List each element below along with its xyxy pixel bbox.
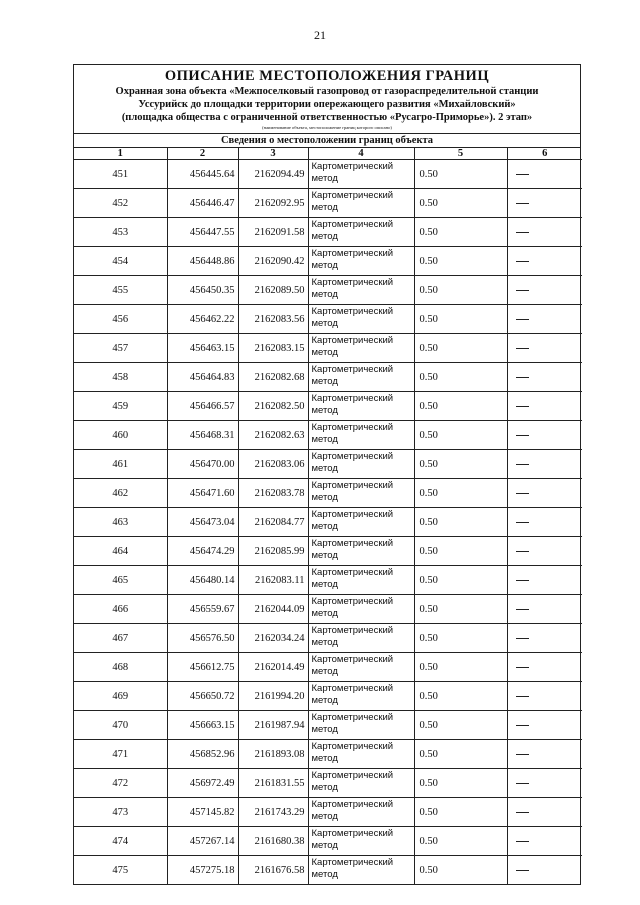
coordinate-x-cell: 456972.49 <box>167 769 238 798</box>
description-cell <box>507 624 582 653</box>
method-cell: Картометрический метод <box>308 247 414 276</box>
table-row <box>74 363 582 392</box>
method-cell: Картометрический метод <box>308 392 414 421</box>
coordinates-table-body <box>74 160 582 885</box>
table-row <box>74 450 582 479</box>
coordinate-y-cell: 2162083.78 <box>238 479 308 508</box>
coordinate-y-cell: 2162082.63 <box>238 421 308 450</box>
coordinate-y-cell: 2162094.49 <box>238 160 308 189</box>
method-cell: Картометрический метод <box>308 653 414 682</box>
dash-mark <box>516 522 529 523</box>
coordinate-y-cell: 2162082.68 <box>238 363 308 392</box>
coordinate-x-cell: 456445.64 <box>167 160 238 189</box>
point-number-cell: 465 <box>74 566 167 595</box>
dash-mark <box>516 551 529 552</box>
accuracy-cell: 0.50 <box>414 392 507 421</box>
dash-mark <box>516 203 529 204</box>
coordinate-x-cell: 456446.47 <box>167 189 238 218</box>
description-cell <box>507 189 582 218</box>
column-header-5: 5 <box>414 148 507 160</box>
accuracy-cell: 0.50 <box>414 537 507 566</box>
accuracy-cell: 0.50 <box>414 624 507 653</box>
coordinate-x-cell: 456612.75 <box>167 653 238 682</box>
point-number-cell: 457 <box>74 334 167 363</box>
table-row <box>74 682 582 711</box>
dash-mark <box>516 261 529 262</box>
table-row <box>74 276 582 305</box>
dash-mark <box>516 464 529 465</box>
point-number-cell: 464 <box>74 537 167 566</box>
coordinate-x-cell: 457275.18 <box>167 856 238 885</box>
coordinate-y-cell: 2161680.38 <box>238 827 308 856</box>
description-cell <box>507 334 582 363</box>
document-title: ОПИСАНИЕ МЕСТОПОЛОЖЕНИЯ ГРАНИЦ <box>164 68 490 84</box>
description-cell <box>507 450 582 479</box>
table-row <box>74 711 582 740</box>
point-number-cell: 472 <box>74 769 167 798</box>
method-cell: Картометрический метод <box>308 276 414 305</box>
coordinate-y-cell: 2161987.94 <box>238 711 308 740</box>
document-caption: (наименование объекта, местоположение границ которого описано) <box>262 125 392 130</box>
coordinate-x-cell: 456463.15 <box>167 334 238 363</box>
description-cell <box>507 711 582 740</box>
section-title: Сведения о местоположении границ объекта <box>74 134 580 148</box>
coordinate-y-cell: 2161893.08 <box>238 740 308 769</box>
method-cell: Картометрический метод <box>308 740 414 769</box>
column-header-6: 6 <box>507 148 582 160</box>
accuracy-cell: 0.50 <box>414 740 507 769</box>
table-row <box>74 595 582 624</box>
coordinate-x-cell: 457267.14 <box>167 827 238 856</box>
method-cell: Картометрический метод <box>308 189 414 218</box>
table-row <box>74 856 582 885</box>
description-cell <box>507 421 582 450</box>
accuracy-cell: 0.50 <box>414 682 507 711</box>
page-number: 21 <box>314 28 326 42</box>
description-cell <box>507 653 582 682</box>
accuracy-cell: 0.50 <box>414 160 507 189</box>
coordinate-x-cell: 456473.04 <box>167 508 238 537</box>
point-number-cell: 456 <box>74 305 167 334</box>
accuracy-cell: 0.50 <box>414 218 507 247</box>
table-row <box>74 392 582 421</box>
dash-mark <box>516 609 529 610</box>
description-cell <box>507 798 582 827</box>
table-row <box>74 508 582 537</box>
table-row <box>74 160 582 189</box>
dash-mark <box>516 435 529 436</box>
coordinate-x-cell: 456464.83 <box>167 363 238 392</box>
dash-mark <box>516 638 529 639</box>
point-number-cell: 453 <box>74 218 167 247</box>
coordinate-y-cell: 2161994.20 <box>238 682 308 711</box>
accuracy-cell: 0.50 <box>414 421 507 450</box>
point-number-cell: 471 <box>74 740 167 769</box>
coordinate-x-cell: 456576.50 <box>167 624 238 653</box>
method-cell: Картометрический метод <box>308 305 414 334</box>
method-cell: Картометрический метод <box>308 363 414 392</box>
accuracy-cell: 0.50 <box>414 508 507 537</box>
coordinate-x-cell: 456450.35 <box>167 276 238 305</box>
description-cell <box>507 247 582 276</box>
accuracy-cell: 0.50 <box>414 334 507 363</box>
description-cell <box>507 595 582 624</box>
table-row <box>74 247 582 276</box>
dash-mark <box>516 812 529 813</box>
accuracy-cell: 0.50 <box>414 711 507 740</box>
coordinate-y-cell: 2162014.49 <box>238 653 308 682</box>
coordinate-x-cell: 457145.82 <box>167 798 238 827</box>
accuracy-cell: 0.50 <box>414 189 507 218</box>
method-cell: Картометрический метод <box>308 624 414 653</box>
table-row <box>74 334 582 363</box>
table-row <box>74 479 582 508</box>
dash-mark <box>516 580 529 581</box>
accuracy-cell: 0.50 <box>414 856 507 885</box>
table-row <box>74 537 582 566</box>
accuracy-cell: 0.50 <box>414 566 507 595</box>
coordinate-x-cell: 456663.15 <box>167 711 238 740</box>
point-number-cell: 466 <box>74 595 167 624</box>
coordinate-y-cell: 2162044.09 <box>238 595 308 624</box>
coordinate-y-cell: 2161743.29 <box>238 798 308 827</box>
dash-mark <box>516 754 529 755</box>
coordinate-y-cell: 2162089.50 <box>238 276 308 305</box>
dash-mark <box>516 377 529 378</box>
coordinate-y-cell: 2162034.24 <box>238 624 308 653</box>
description-cell <box>507 363 582 392</box>
coordinate-x-cell: 456650.72 <box>167 682 238 711</box>
coordinate-y-cell: 2162092.95 <box>238 189 308 218</box>
dash-mark <box>516 493 529 494</box>
coordinate-y-cell: 2162085.99 <box>238 537 308 566</box>
table-row <box>74 624 582 653</box>
method-cell: Картометрический метод <box>308 218 414 247</box>
coordinate-x-cell: 456466.57 <box>167 392 238 421</box>
dash-mark <box>516 870 529 871</box>
accuracy-cell: 0.50 <box>414 827 507 856</box>
table-row <box>74 798 582 827</box>
point-number-cell: 451 <box>74 160 167 189</box>
coordinate-y-cell: 2161676.58 <box>238 856 308 885</box>
coordinate-y-cell: 2162083.15 <box>238 334 308 363</box>
description-cell <box>507 392 582 421</box>
dash-mark <box>516 174 529 175</box>
method-cell: Картометрический метод <box>308 827 414 856</box>
description-cell <box>507 508 582 537</box>
method-cell: Картометрический метод <box>308 479 414 508</box>
point-number-cell: 474 <box>74 827 167 856</box>
column-header-4: 4 <box>308 148 414 160</box>
accuracy-cell: 0.50 <box>414 595 507 624</box>
dash-mark <box>516 232 529 233</box>
description-cell <box>507 160 582 189</box>
point-number-cell: 468 <box>74 653 167 682</box>
table-row <box>74 740 582 769</box>
point-number-cell: 463 <box>74 508 167 537</box>
coordinate-x-cell: 456559.67 <box>167 595 238 624</box>
table-row <box>74 218 582 247</box>
table-row <box>74 189 582 218</box>
dash-mark <box>516 348 529 349</box>
dash-mark <box>516 406 529 407</box>
dash-mark <box>516 841 529 842</box>
description-cell <box>507 566 582 595</box>
coordinate-y-cell: 2162083.06 <box>238 450 308 479</box>
point-number-cell: 467 <box>74 624 167 653</box>
point-number-cell: 462 <box>74 479 167 508</box>
accuracy-cell: 0.50 <box>414 363 507 392</box>
document-header <box>74 65 580 134</box>
point-number-cell: 475 <box>74 856 167 885</box>
method-cell: Картометрический метод <box>308 334 414 363</box>
column-header-2: 2 <box>167 148 238 160</box>
document-subtitle-line-2: Уссурийск до площадки территории опережающего развития «Михайловский» <box>138 99 516 110</box>
method-cell: Картометрический метод <box>308 566 414 595</box>
accuracy-cell: 0.50 <box>414 798 507 827</box>
column-header-1: 1 <box>74 148 167 160</box>
point-number-cell: 469 <box>74 682 167 711</box>
point-number-cell: 455 <box>74 276 167 305</box>
dash-mark <box>516 696 529 697</box>
dash-mark <box>516 290 529 291</box>
method-cell: Картометрический метод <box>308 595 414 624</box>
point-number-cell: 458 <box>74 363 167 392</box>
accuracy-cell: 0.50 <box>414 479 507 508</box>
description-cell <box>507 305 582 334</box>
method-cell: Картометрический метод <box>308 508 414 537</box>
method-cell: Картометрический метод <box>308 711 414 740</box>
table-row <box>74 421 582 450</box>
description-cell <box>507 740 582 769</box>
document-subtitle-line-3: (площадка общества с ограниченной ответственностью «Русагро-Приморье»). 2 этап» <box>121 112 533 123</box>
coordinate-x-cell: 456447.55 <box>167 218 238 247</box>
coordinate-y-cell: 2162083.56 <box>238 305 308 334</box>
description-cell <box>507 827 582 856</box>
accuracy-cell: 0.50 <box>414 450 507 479</box>
point-number-cell: 473 <box>74 798 167 827</box>
coordinate-x-cell: 456474.29 <box>167 537 238 566</box>
description-cell <box>507 479 582 508</box>
description-cell <box>507 769 582 798</box>
boundary-description-sheet <box>73 64 581 885</box>
method-cell: Картометрический метод <box>308 421 414 450</box>
point-number-cell: 470 <box>74 711 167 740</box>
table-row <box>74 305 582 334</box>
point-number-cell: 461 <box>74 450 167 479</box>
dash-mark <box>516 725 529 726</box>
method-cell: Картометрический метод <box>308 450 414 479</box>
description-cell <box>507 276 582 305</box>
dash-mark <box>516 667 529 668</box>
coordinate-x-cell: 456852.96 <box>167 740 238 769</box>
accuracy-cell: 0.50 <box>414 276 507 305</box>
description-cell <box>507 218 582 247</box>
description-cell <box>507 537 582 566</box>
table-row <box>74 769 582 798</box>
column-number-row <box>74 148 582 160</box>
point-number-cell: 452 <box>74 189 167 218</box>
accuracy-cell: 0.50 <box>414 769 507 798</box>
table-row <box>74 827 582 856</box>
description-cell <box>507 856 582 885</box>
description-cell <box>507 682 582 711</box>
accuracy-cell: 0.50 <box>414 305 507 334</box>
coordinates-table <box>74 148 582 884</box>
coordinate-x-cell: 456480.14 <box>167 566 238 595</box>
method-cell: Картометрический метод <box>308 769 414 798</box>
method-cell: Картометрический метод <box>308 798 414 827</box>
method-cell: Картометрический метод <box>308 537 414 566</box>
coordinate-y-cell: 2162090.42 <box>238 247 308 276</box>
coordinate-y-cell: 2162083.11 <box>238 566 308 595</box>
coordinate-x-cell: 456448.86 <box>167 247 238 276</box>
coordinate-y-cell: 2162091.58 <box>238 218 308 247</box>
dash-mark <box>516 319 529 320</box>
coordinate-x-cell: 456468.31 <box>167 421 238 450</box>
point-number-cell: 459 <box>74 392 167 421</box>
accuracy-cell: 0.50 <box>414 247 507 276</box>
coordinate-x-cell: 456471.60 <box>167 479 238 508</box>
point-number-cell: 454 <box>74 247 167 276</box>
dash-mark <box>516 783 529 784</box>
table-row <box>74 566 582 595</box>
method-cell: Картометрический метод <box>308 682 414 711</box>
point-number-cell: 460 <box>74 421 167 450</box>
coordinate-y-cell: 2162084.77 <box>238 508 308 537</box>
coordinate-x-cell: 456470.00 <box>167 450 238 479</box>
document-subtitle-line-1: Охранная зона объекта «Межпоселковый газопровод от газораспределительной станции <box>115 86 539 97</box>
column-header-3: 3 <box>238 148 308 160</box>
accuracy-cell: 0.50 <box>414 653 507 682</box>
table-row <box>74 653 582 682</box>
method-cell: Картометрический метод <box>308 856 414 885</box>
coordinate-x-cell: 456462.22 <box>167 305 238 334</box>
coordinate-y-cell: 2162082.50 <box>238 392 308 421</box>
method-cell: Картометрический метод <box>308 160 414 189</box>
coordinate-y-cell: 2161831.55 <box>238 769 308 798</box>
